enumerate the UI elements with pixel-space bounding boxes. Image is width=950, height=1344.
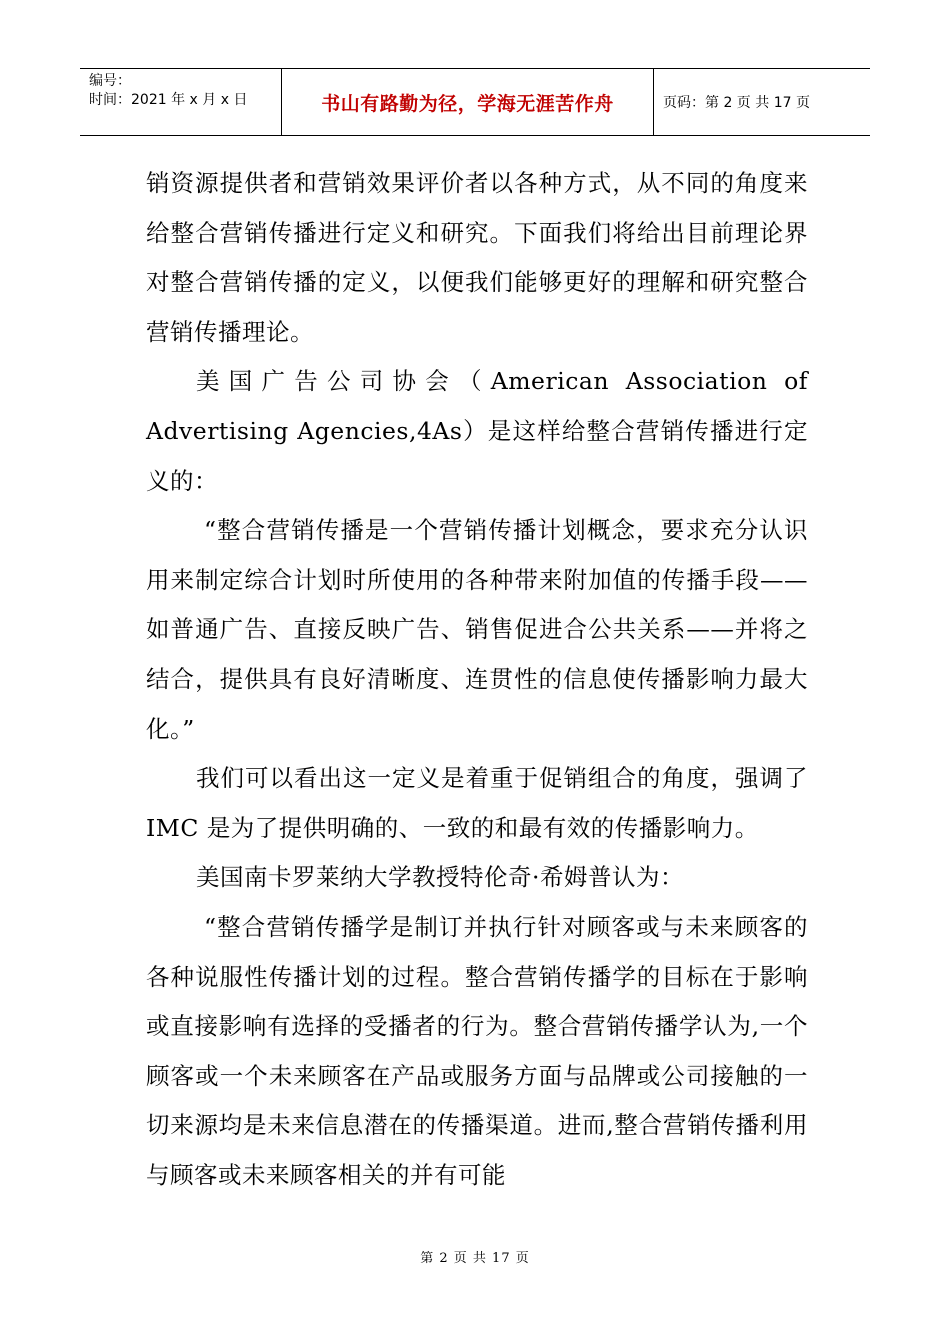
document-time-label: 时间：2021 年 x 月 x 日 <box>89 92 248 108</box>
page-footer: 第 2 页 共 17 页 <box>420 1251 530 1266</box>
header-page-cell <box>654 69 870 135</box>
body-paragraph: 我们可以看出这一定义是着重于促销组合的角度，强调了 IMC 是为了提供明确的、一致的和最有效的传播影响力。 <box>146 764 808 842</box>
page-header <box>80 68 870 136</box>
body-paragraph: 美国广告公司协会（American Association of Advertising Agencies,4As）是这样给整合营销传播进行定义的： <box>146 367 808 495</box>
header-meta-cell <box>80 69 282 135</box>
document-number-label: 编号： <box>89 73 131 89</box>
body-paragraph: 美国南卡罗莱纳大学教授特伦奇·希姆普认为： <box>196 863 684 892</box>
header-motto: 书山有路勤为径，学海无涯苦作舟 <box>321 92 614 115</box>
body-paragraph: 销资源提供者和营销效果评价者以各种方式，从不同的角度来给整合营销传播进行定义和研究。下面我们将给出目前理论界对整合营销传播的定义，以便我们能够更好的理解和研究整合营销传播理论。 <box>146 169 808 346</box>
quote-paragraph: “整合营销传播是一个营销传播计划概念，要求充分认识用来制定综合计划时所使用的各种带来附加值的传播手段——如普通广告、直接反映广告、销售促进合公共关系——并将之结合，提供具有良好清晰度、连贯性的信息使传播影响力最大化。” <box>146 516 808 743</box>
quote-paragraph: “整合营销传播学是制订并执行针对顾客或与未来顾客的各种说服性传播计划的过程。整合营销传播学的目标在于影响或直接影响有选择的受播者的行为。整合营销传播学认为,一个顾客或一个未来顾客在产品或服务方面与品牌或公司接触的一切来源均是未来信息潜在的传播渠道。进而,整合营销传播利用与顾客或未来顾客相关的并有可能 <box>146 912 808 1189</box>
document-body <box>146 159 808 1200</box>
header-motto-cell <box>282 69 654 135</box>
header-page-info: 页码：第 2 页 共 17 页 <box>663 95 810 111</box>
